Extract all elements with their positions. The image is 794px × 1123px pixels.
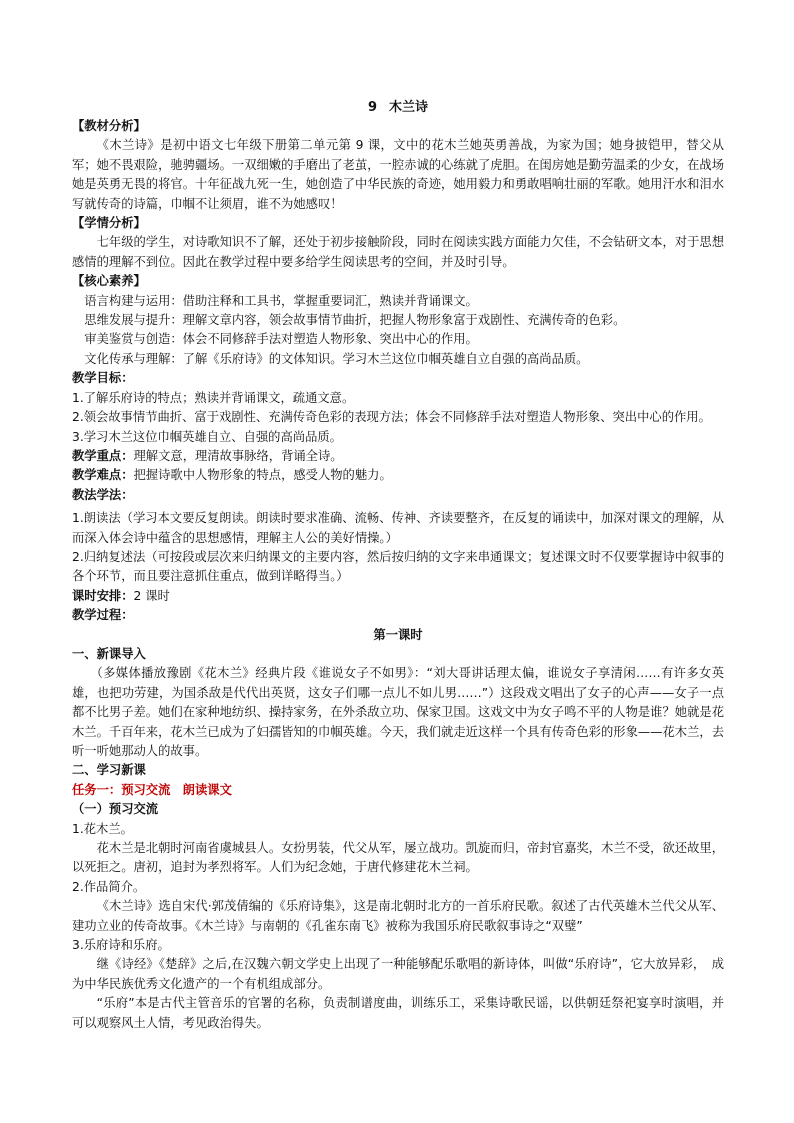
part1-body: （多媒体播放豫剧《花木兰》经典片段《谁说女子不如男》：“刘大哥讲话理太偏，谁说女子享清闲……有许多女英雄，也把功劳建，为国杀敌是代代出英贤，这女子们哪一点儿不如儿男……”）这段戏文唱出了女子的心声——女子一点都不比男子差。她们在家种地纺织、操持家务，在外杀敌立功、保家卫国。这戏文中为女子鸣不平的人物是谁？她就是花木兰。千百年来，花木兰已成为了妇孺皆知的巾帼英雄。今天，我们就走近这样一个具有传奇色彩的形象——花木兰，去听一听她那动人的故事。 [72,666,724,758]
class-hours-label: 课时安排： [72,588,134,603]
lesson-number: 9 [367,100,378,115]
section-heading-textbook-analysis: 【教材分析】 [72,119,146,133]
class-hours-text: 2 课时 [133,588,170,603]
item2-body: 《木兰诗》选自宋代·郭茂倩编的《乐府诗集》，这是南北朝时北方的一首乐府民歌。叙述了古代英雄木兰代父从军、建功立业的传奇故事。《木兰诗》与南朝的《孔雀东南飞》被称为我国乐府民歌叙事诗之“双璧” [72,899,724,933]
part2-heading: 二、学习新课 [72,763,146,778]
item3-body: “乐府”本是古代主管音乐的官署的名称，负责制谱度曲，训练乐工，采集诗歌民谣，以供朝廷祭祀宴享时演唱，并可以观察风土人情，考见政治得失。 [72,996,724,1030]
objective-item: 2.领会故事情节曲折、富于戏剧性、充满传奇色彩的表现方法；体会不同修辞手法对塑造人物形象、突出中心的作用。 [72,410,711,425]
part1-heading: 一、新课导入 [72,646,146,661]
section-heading-student-analysis: 【学情分析】 [72,216,146,231]
item1-body: 花木兰是北朝时河南省虞城县人。女扮男装，代父从军，屡立战功。凯旋而归，帝封官嘉奖，木兰不受，欲还故里，以死拒之。唐初，追封为孝烈将军。人们为纪念她，于唐代修建花木兰祠。 [72,841,724,875]
method-item: 2.归纳复述法（可按段或层次来归纳课文的主要内容，然后按归纳的文字来串通课文；复述课文时不仅要掌握诗中叙事的各个环节，而且要注意抓住重点，做到详略得当。） [72,549,724,584]
core-literacy-item: 审美鉴赏与创造：体会不同修辞手法对塑造人物形象、突出中心的作用。 [84,332,478,347]
item1-title: 1.花木兰。 [72,821,133,836]
subsection-preview-exchange: （一）预习交流 [72,802,159,817]
section-heading-objectives: 教学目标： [72,371,134,386]
section-heading-process: 教学过程： [72,608,134,623]
core-literacy-item: 文化传承与理解：了解《乐府诗》的文体知识。学习木兰这位巾帼英雄自立自强的高尚品质。 [84,351,589,366]
method-item: 1.朗读法（学习本文要反复朗读。朗读时要求准确、流畅、传神、齐读要整齐，在反复的诵读中，加深对课文的理解，从而深入体会诗中蕴含的思想感情，理解主人公的美好情操。） [72,511,724,545]
objective-item: 3.学习木兰这位巾帼英雄自立、自强的高尚品质。 [72,429,342,444]
student-analysis-body: 七年级的学生，对诗歌知识不了解，还处于初步接触阶段，同时在阅读实践方面能力欠佳，不会钻研文本，对于思想感情的理解不到位。因此在教学过程中要多给学生阅读思考的空间，并及时引导。 [72,235,724,269]
difficult-points-label: 教学难点： [72,468,134,483]
core-literacy-item: 语言构建与运用：借助注释和工具书，掌握重要词汇，熟读并背诵课文。 [84,293,478,308]
item3-title: 3.乐府诗和乐府。 [72,938,170,953]
key-points-text: 理解文意，理清故事脉络，背诵全诗。 [133,448,343,463]
difficult-points [72,466,724,485]
task1-heading: 任务一：预习交流 朗读课文 [72,782,232,797]
item2-title: 2.作品简介。 [72,879,146,894]
first-period-heading: 第一课时 [373,627,423,642]
key-points-label: 教学重点： [72,448,134,463]
lesson-title [72,98,724,117]
difficult-points-text: 把握诗歌中人物形象的特点，感受人物的魅力。 [133,468,392,483]
class-hours [72,587,724,606]
core-literacy-item: 思维发展与提升：理解文章内容，领会故事情节曲折，把握人物形象富于戏剧性、充满传奇的色彩。 [84,313,626,328]
objective-item: 1.了解乐府诗的特点；熟读并背诵课文，疏通文意。 [72,390,355,405]
textbook-analysis-body: 《木兰诗》是初中语文七年级下册第二单元第 9 课，文中的花木兰她英勇善战，为家为国；她身披铠甲，替父从军；她不畏艰险，驰骋疆场。一双细嫩的手磨出了老茧，一腔赤诚的心练就了虎胆。在闺房她是勤劳温柔的少女，在战场她是英勇无畏的将官。十年征战九死一生，她创造了中华民族的奇迹，她用毅力和勇敢唱响壮丽的军歌。她用汗水和泪水写就传奇的诗篇，巾帼不让须眉，谁不为她感叹！ [72,138,724,211]
key-points [72,447,724,466]
section-heading-methods: 教法学法： [72,487,134,502]
lesson-plan-page [72,98,724,1033]
section-heading-core-literacy: 【核心素养】 [72,274,146,289]
item3-body: 继《诗经》《楚辞》之后,在汉魏六朝文学史上出现了一种能够配乐歌唱的新诗体，叫做“乐府诗”，它大放异彩， 成为中华民族优秀文化遗产的一个有机组成部分。 [72,957,724,991]
lesson-title-text: 木兰诗 [389,100,429,115]
